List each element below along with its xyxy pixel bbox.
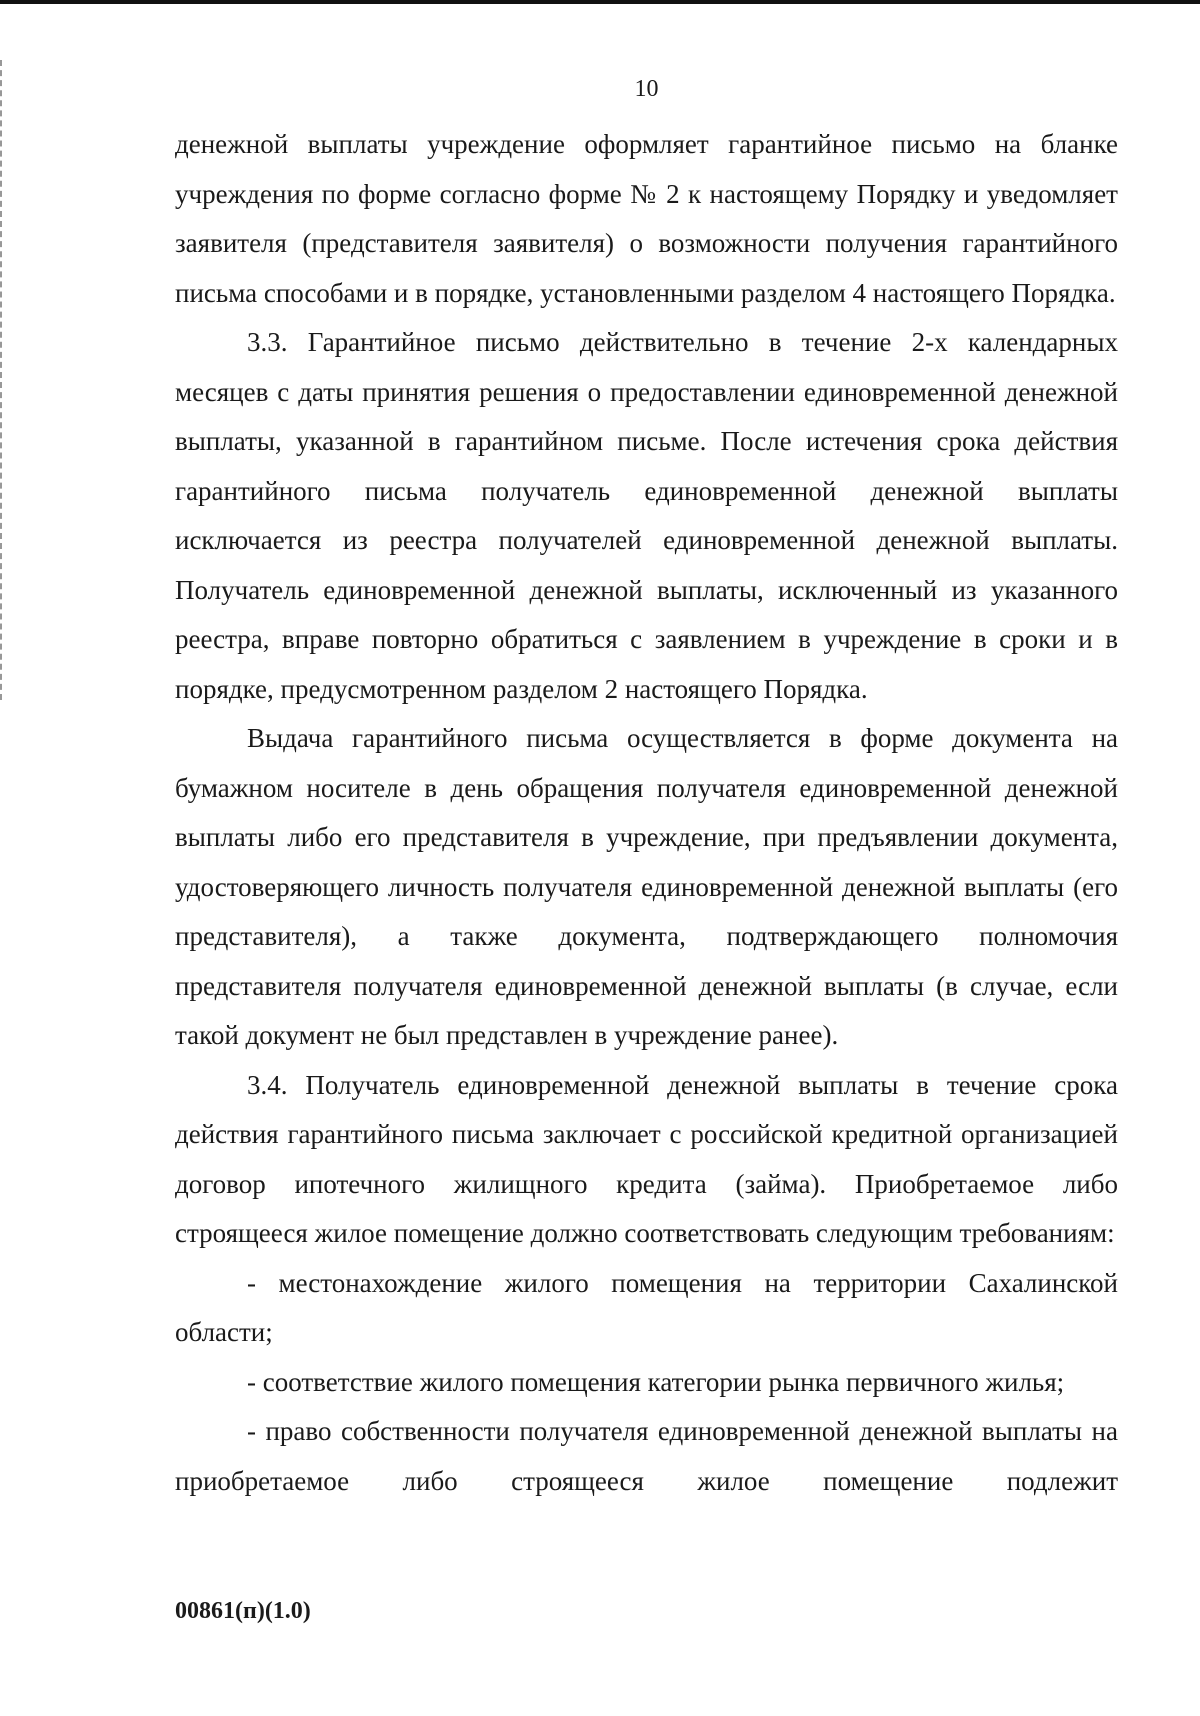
page-top-border bbox=[0, 0, 1200, 4]
paragraph-3-3: 3.3. Гарантийное письмо действительно в течение 2-х календарных месяцев с даты принятия решения о предоставлении единовременной денежной выплаты, указанной в гарантийном письме. После истечения срока действия гарантийного письма получатель единовременной денежной выплаты исключается из реестра получателей единовременной денежной выплаты. Получатель единовременной денежной выплаты, исключенный из указанного реестра, вправе повторно обратиться с заявлением в учреждение в сроки и в порядке, предусмотренном разделом 2 настоящего Порядка. bbox=[175, 327, 1118, 704]
page-number: 10 bbox=[634, 76, 659, 102]
document-code: 00861(п)(1.0) bbox=[175, 1598, 311, 1624]
document-body bbox=[175, 120, 1118, 1506]
paragraph-3-4: 3.4. Получатель единовременной денежной выплаты в течение срока действия гарантийного письма заключает с российской кредитной организацией договор ипотечного жилищного кредита (займа). Приобретаемое либо строящееся жилое помещение должно соответствовать следующим требованиям: bbox=[175, 1069, 1118, 1248]
scan-edge-marks bbox=[0, 60, 4, 700]
requirement-ownership: - право собственности получателя единовременной денежной выплаты на приобретаемое либо строящееся жилое помещение подлежит bbox=[175, 1416, 1118, 1496]
paragraph-continuation: денежной выплаты учреждение оформляет гарантийное письмо на бланке учреждения по форме согласно форме № 2 к настоящему Порядку и уведомляет заявителя (представителя заявителя) о возможности получения гарантийного письма способами и в порядке, установленными разделом 4 настоящего Порядка. bbox=[175, 129, 1118, 308]
paragraph-issuance: Выдача гарантийного письма осуществляется в форме документа на бумажном носителе в день обращения получателя единовременной денежной выплаты либо его представителя в учреждение, при предъявлении документа, удостоверяющего личность получателя единовременной денежной выплаты (его представителя), а также документа, подтверждающего полномочия представителя получателя единовременной денежной выплаты (в случае, если такой документ не был представлен в учреждение ранее). bbox=[175, 723, 1118, 1050]
requirement-primary-market: - соответствие жилого помещения категории рынка первичного жилья; bbox=[247, 1366, 1065, 1397]
requirement-location: - местонахождение жилого помещения на территории Сахалинской области; bbox=[175, 1267, 1118, 1347]
